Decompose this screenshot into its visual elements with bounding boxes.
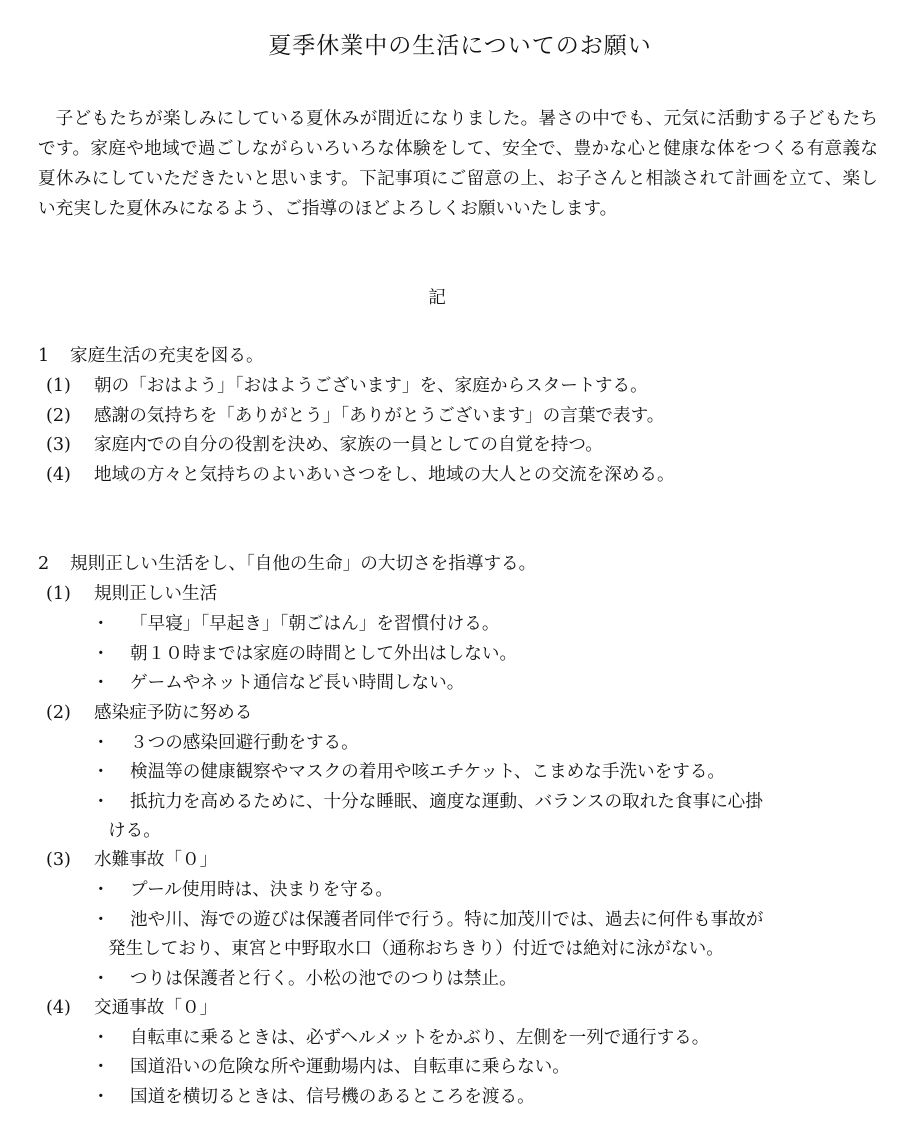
bullet-mark: ・	[92, 792, 110, 812]
section-number: 2	[38, 554, 50, 574]
bullet-mark: ・	[92, 910, 110, 930]
item-text: 規則正しい生活	[94, 584, 218, 604]
item-number: (1)	[46, 376, 71, 396]
list-item	[46, 401, 664, 431]
item-text: 感染症予防に努める	[94, 703, 253, 723]
section-number: 1	[38, 346, 50, 366]
bullet-item	[92, 639, 517, 669]
section-text: 規則正しい生活をし、「自他の生命」の大切さを指導する。	[70, 554, 537, 574]
bullet-text: つりは保護者と行く。小松の池でのつりは禁止。	[130, 969, 517, 989]
item-text: 交通事故「０」	[94, 998, 218, 1018]
list-item	[46, 371, 648, 401]
document-title: 夏季休業中の生活についてのお願い	[268, 33, 652, 59]
bullet-text: 朝１０時までは家庭の時間として外出はしない。	[130, 644, 518, 664]
bullet-mark: ・	[92, 762, 110, 782]
bullet-text: 抵抗力を高めるために、十分な睡眠、適度な運動、バランスの取れた食事に心掛	[130, 792, 763, 812]
item-number: (4)	[46, 998, 71, 1018]
item-text: 感謝の気持ちを「ありがとう」「ありがとうございます」の言葉で表す。	[94, 406, 665, 426]
bullet-item	[92, 1082, 535, 1112]
bullet-text: ゲームやネット通信など長い時間しない。	[130, 673, 465, 693]
item-number: (3)	[46, 850, 71, 870]
bullet-text: プール使用時は、決まりを守る。	[130, 880, 394, 900]
bullet-item	[92, 787, 763, 817]
intro-paragraph: 子どもたちが楽しみにしている夏休みが間近になりました。暑さの中でも、元気に活動する子どもたちです。家庭や地域で過ごしながらいろいろな体験をして、安全で、豊かな心と健康な体をつくる有意義な夏休みにしていただきたいと思います。下記事項にご留意の上、お子さんと相談されて計画を立て、楽しい充実した夏休みになるよう、ご指導のほどよろしくお願いいたします。	[38, 109, 878, 219]
bullet-text: 「早寝」「早起き」「朝ごはん」を習慣付ける。	[130, 614, 500, 634]
item-number: (2)	[46, 703, 71, 723]
bullet-text: 検温等の健康観察やマスクの着用や咳エチケット、こまめな手洗いをする。	[130, 762, 726, 782]
bullet-item	[92, 728, 359, 758]
item-number: (4)	[46, 465, 71, 485]
bullet-text: 自転車に乗るときは、必ずヘルメットをかぶり、左側を一列で通行する。	[130, 1028, 710, 1048]
bullet-text: 国道沿いの危険な所や運動場内は、自転車に乗らない。	[130, 1057, 570, 1077]
item-text: 水難事故「０」	[94, 850, 218, 870]
sub-heading	[46, 698, 252, 728]
section-1-heading	[38, 341, 264, 371]
bullet-mark: ・	[92, 1057, 110, 1077]
bullet-mark: ・	[92, 673, 110, 693]
item-text: 家庭内での自分の役割を決め、家族の一員としての自覚を持つ。	[94, 435, 603, 455]
item-number: (2)	[46, 406, 71, 426]
bullet-item	[92, 875, 393, 905]
bullet-text: 国道を横切るときは、信号機のあるところを渡る。	[130, 1087, 535, 1107]
bullet-continuation: ける。	[108, 821, 161, 841]
ki-heading: 記	[428, 288, 446, 308]
list-item	[46, 460, 675, 490]
item-text: 朝の「おはよう」「おはようございます」を、家庭からスタートする。	[94, 376, 648, 396]
section-text: 家庭生活の充実を図る。	[70, 346, 264, 366]
bullet-item	[92, 964, 517, 994]
sub-heading	[46, 993, 217, 1023]
bullet-item	[92, 905, 763, 935]
sub-heading	[46, 579, 217, 609]
bullet-mark: ・	[92, 733, 110, 753]
item-text: 地域の方々と気持ちのよいあいさつをし、地域の大人との交流を深める。	[94, 465, 675, 485]
bullet-continuation: 発生しており、東宮と中野取水口（通称おちきり）付近では絶対に泳がない。	[108, 939, 724, 959]
list-item	[46, 430, 603, 460]
bullet-mark: ・	[92, 880, 110, 900]
bullet-item	[92, 609, 499, 639]
sub-heading	[46, 845, 217, 875]
bullet-item	[92, 757, 725, 787]
bullet-mark: ・	[92, 644, 110, 664]
bullet-mark: ・	[92, 1028, 110, 1048]
bullet-mark: ・	[92, 614, 110, 634]
bullet-text: ３つの感染回避行動をする。	[130, 733, 359, 753]
bullet-mark: ・	[92, 1087, 110, 1107]
bullet-text: 池や川、海での遊びは保護者同伴で行う。特に加茂川では、過去に何件も事故が	[130, 910, 764, 930]
bullet-item	[92, 1023, 709, 1053]
section-2-heading	[38, 549, 536, 579]
bullet-item	[92, 668, 464, 698]
bullet-mark: ・	[92, 969, 110, 989]
bullet-item	[92, 1052, 570, 1082]
item-number: (1)	[46, 584, 71, 604]
item-number: (3)	[46, 435, 71, 455]
